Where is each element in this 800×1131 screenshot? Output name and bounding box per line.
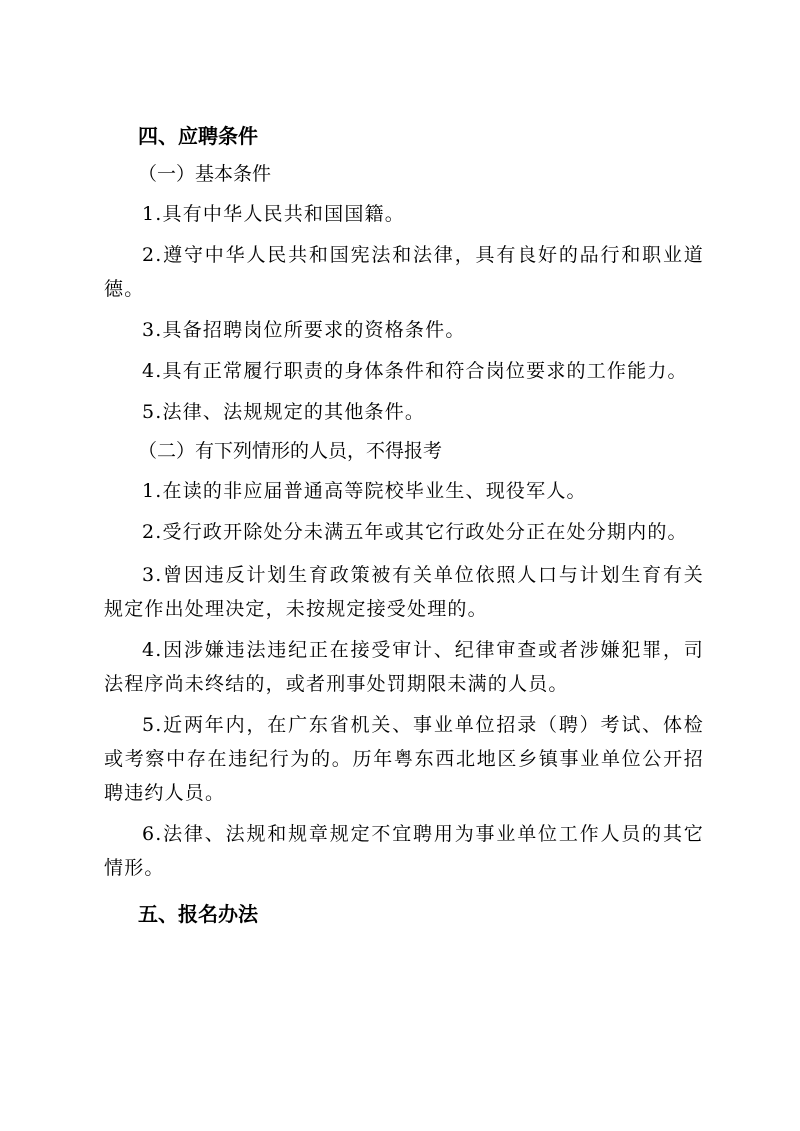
- spacer: [104, 152, 704, 159]
- spacer: [104, 626, 704, 633]
- spacer: [104, 467, 704, 474]
- spacer: [104, 508, 704, 515]
- basic-condition-3: 3.具备招聘岗位所要求的资格条件。: [142, 319, 466, 341]
- spacer: [104, 549, 704, 558]
- basic-conditions-title: （一）基本条件: [138, 163, 272, 185]
- spacer: [104, 347, 704, 354]
- basic-condition-5: 5.法律、法规规定的其他条件。: [142, 401, 426, 423]
- spacer: [104, 231, 704, 238]
- basic-condition-1: 1.具有中华人民共和国国籍。: [142, 203, 405, 225]
- spacer: [104, 810, 704, 817]
- spacer: [104, 885, 704, 899]
- basic-condition-4: 4.具有正常履行职责的身体条件和符合岗位要求的工作能力。: [142, 360, 688, 382]
- page-content: [104, 121, 704, 930]
- spacer: [104, 701, 704, 708]
- spacer: [104, 429, 704, 436]
- excluded-case-5: 5.近两年内，在广东省机关、事业单位招录（聘）考试、体检或考察中存在违纪行为的。历年粤东西北地区乡镇事业单位公开招聘违约人员。: [104, 714, 704, 804]
- excluded-case-1: 1.在读的非应届普通高等院校毕业生、现役军人。: [142, 480, 587, 502]
- spacer: [104, 388, 704, 395]
- section-4-heading: 四、应聘条件: [138, 124, 258, 148]
- excluded-case-3: 3.曾因违反计划生育政策被有关单位依照人口与计划生育有关规定作出处理决定，未按规定接受处理的。: [104, 564, 704, 620]
- excluded-case-4: 4.因涉嫌违法违纪正在接受审计、纪律审查或者涉嫌犯罪，司法程序尚未终结的，或者刑事处罚期限未满的人员。: [104, 639, 704, 695]
- spacer: [104, 190, 704, 197]
- excluded-case-6: 6.法律、法规和规章规定不宜聘用为事业单位工作人员的其它情形。: [104, 823, 704, 879]
- basic-condition-2: 2.遵守中华人民共和国宪法和法律，具有良好的品行和职业道德。: [104, 244, 704, 300]
- spacer: [104, 306, 704, 313]
- section-5-heading: 五、报名办法: [138, 902, 258, 926]
- excluded-case-2: 2.受行政开除处分未满五年或其它行政处分正在处分期内的。: [142, 521, 688, 543]
- excluded-persons-title: （二）有下列情形的人员，不得报考: [138, 440, 443, 462]
